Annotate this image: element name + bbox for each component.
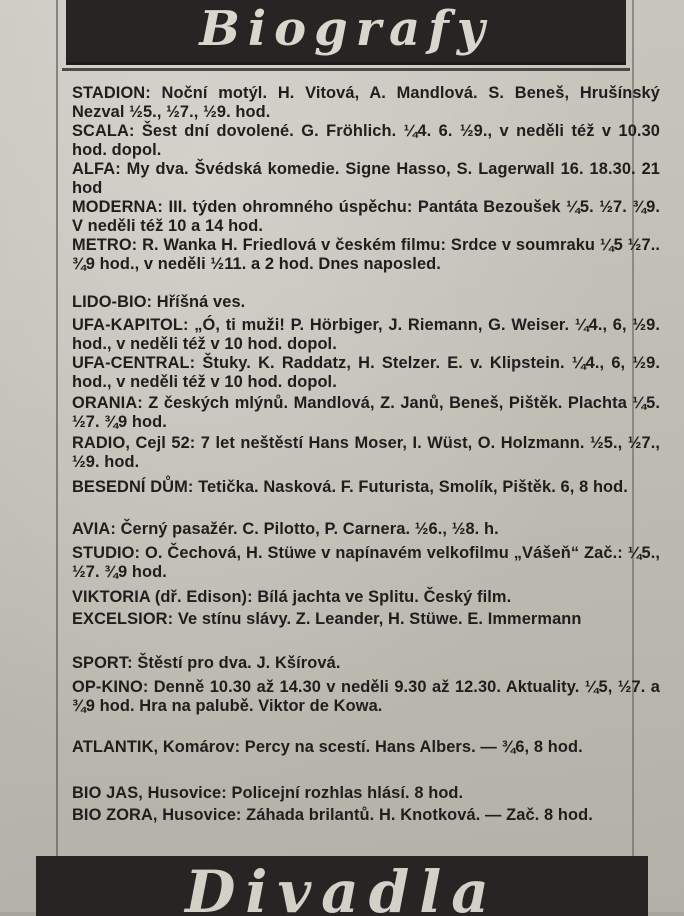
listing-text: Cejl 52: 7 let neštěstí Hans Moser, I. Wüst, O. Holzmann. ½5., ½7., ½9. hod. xyxy=(72,434,661,471)
listing-alfa xyxy=(72,160,660,198)
listing-atlantik xyxy=(72,738,660,757)
listing-text: R. Wanka H. Friedlová v českém filmu: Srdce v soumraku ¼5 ½7.. ¾9 hod., v neděli ½11. a 2 hod. Dnes naposled. xyxy=(72,236,660,273)
listing-text: My dva. Švédská komedie. Signe Hasso, S. Lagerwall 16. 18.30. 21 hod xyxy=(72,160,661,197)
cinema-name: EXCELSIOR: xyxy=(72,610,174,628)
cinema-name: SPORT: xyxy=(72,654,133,672)
cinema-name: BESEDNÍ DŮM: xyxy=(72,478,194,496)
next-section-banner xyxy=(36,856,648,916)
listing-text: Husovice: Policejní rozhlas hlásí. 8 hod. xyxy=(147,784,464,802)
listing-text: Šest dní dovolené. G. Fröhlich. ¼4. 6. ½9., v neděli též v 10.30 hod. dopol. xyxy=(72,122,660,159)
listing-metro xyxy=(72,236,660,274)
listing-text: Černý pasažér. C. Pilotto, P. Carnera. ½6., ½8. h. xyxy=(120,520,499,538)
listing-text: Ve stínu slávy. Z. Leander, H. Stüwe. E. Immermann xyxy=(177,610,582,628)
cinema-name: SCALA: xyxy=(72,122,135,140)
listing-text: Hříšná ves. xyxy=(156,293,246,311)
listing-bio-zora xyxy=(72,806,660,825)
cinema-name: OP-KINO: xyxy=(72,678,149,696)
listing-bio-jas xyxy=(72,784,660,803)
listing-studio xyxy=(72,544,660,582)
listing-besedni-dum xyxy=(72,478,660,497)
listing-text: O. Čechová, H. Stüwe v napínavém velkofilmu „Vášeň“ Zač.: ¼5., ½7. ¾9 hod. xyxy=(72,544,660,581)
cinema-listings xyxy=(72,84,660,854)
listing-ufa-central xyxy=(72,354,660,392)
listing-text: Husovice: Záhada brilantů. H. Knotková. — Zač. 8 hod. xyxy=(162,806,593,824)
cinema-name: ORANIA: xyxy=(72,394,143,412)
listing-text: III. týden ohromného úspěchu: Pantáta Bezoušek ¼5. ½7. ¾9. V neděli též 10 a 14 hod. xyxy=(72,198,661,235)
column-rule-left xyxy=(56,0,58,912)
listing-text: „Ó, ti muži! P. Hörbiger, J. Riemann, G. Weiser. ¼4., 6, ½9. hod., v neděli též v 10 hod. dopol. xyxy=(72,316,661,353)
cinema-name: BIO ZORA, xyxy=(72,806,158,824)
listing-lido-bio xyxy=(72,293,660,312)
listing-text: Štěstí pro dva. J. Kšírová. xyxy=(137,654,341,672)
cinema-name: MODERNA: xyxy=(72,198,163,216)
listing-avia xyxy=(72,520,660,539)
listing-scala xyxy=(72,122,660,160)
listing-text: Komárov: Percy na scestí. Hans Albers. — ¾6, 8 hod. xyxy=(162,738,583,756)
cinema-name: ALFA: xyxy=(72,160,121,178)
listing-text: Denně 10.30 až 14.30 v neděli 9.30 až 12.30. Aktuality. ¼5, ½7. a ¾9 hod. Hra na palubě. Viktor de Kowa. xyxy=(72,678,660,715)
section-banner xyxy=(66,0,626,65)
listing-sport xyxy=(72,654,660,673)
section-title: Biografy xyxy=(199,1,493,57)
listing-viktoria xyxy=(72,588,660,607)
cinema-name: UFA-CENTRAL: xyxy=(72,354,196,372)
cinema-name: VIKTORIA (dř. Edison): xyxy=(72,588,253,606)
cinema-name: LIDO-BIO: xyxy=(72,293,153,311)
listing-text: Z českých mlýnů. Mandlová, Z. Janů, Beneš, Pištěk. Plachta ¼5. ½7. ¾9 hod. xyxy=(72,394,661,431)
banner-underline xyxy=(62,68,630,71)
listing-ufa-kapitol xyxy=(72,316,660,354)
listing-op-kino xyxy=(72,678,660,716)
cinema-name: UFA-KAPITOL: xyxy=(72,316,189,334)
listing-text: Štuky. K. Raddatz, H. Stelzer. E. v. Klipstein. ¼4., 6, ½9. hod., v neděli též v 10 hod. dopol. xyxy=(72,354,660,391)
cinema-name: AVIA: xyxy=(72,520,116,538)
cinema-name: BIO JAS, xyxy=(72,784,143,802)
cinema-name: METRO: xyxy=(72,236,138,254)
listing-moderna xyxy=(72,198,660,236)
listing-text: Tetička. Nasková. F. Futurista, Smolík, Pištěk. 6, 8 hod. xyxy=(198,478,628,496)
listing-radio xyxy=(72,434,660,472)
cinema-name: RADIO, xyxy=(72,434,130,452)
listing-excelsior xyxy=(72,610,660,629)
cinema-name: STUDIO: xyxy=(72,544,141,562)
listing-stadion xyxy=(72,84,660,122)
listing-text: Bílá jachta ve Splitu. Český film. xyxy=(257,588,512,606)
next-section-title: Divadla xyxy=(185,860,499,916)
listing-text: Noční motýl. H. Vitová, A. Mandlová. S. Beneš, Hrušínský Nezval ½5., ½7., ½9. hod. xyxy=(72,84,660,121)
cinema-name: ATLANTIK, xyxy=(72,738,159,756)
listing-orania xyxy=(72,394,660,432)
cinema-name: STADION: xyxy=(72,84,151,102)
